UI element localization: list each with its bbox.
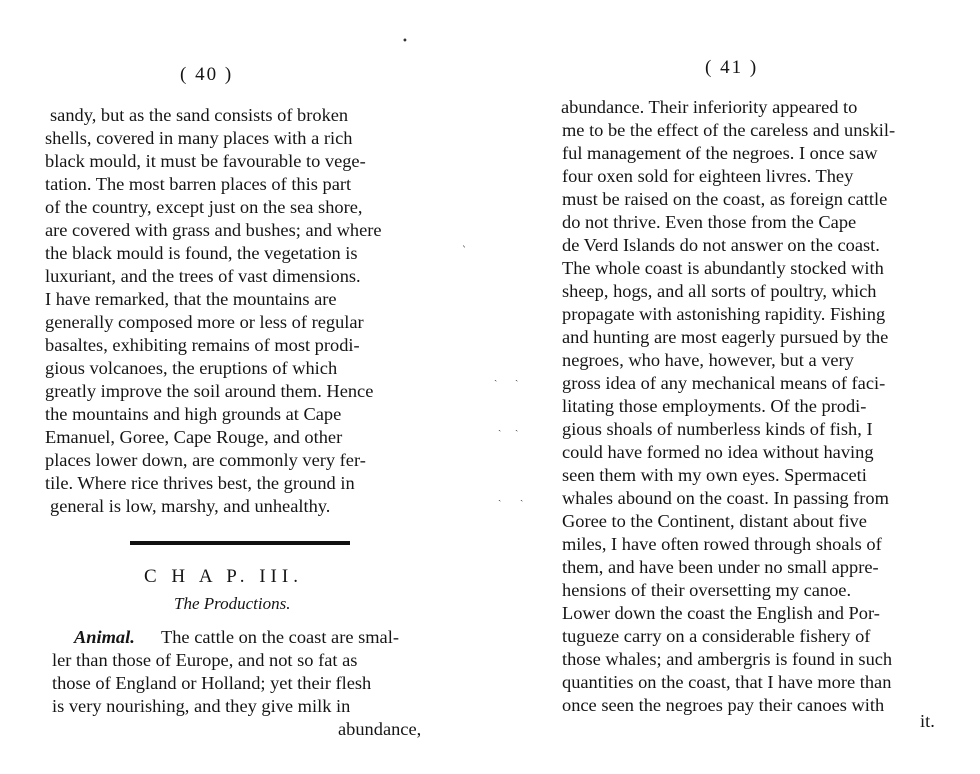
left-line-15: Emanuel, Goree, Cape Rouge, and other [45,427,343,447]
left-line-11: basaltes, exhibiting remains of most prodi- [45,335,360,355]
scan-speck: ˎ [498,491,502,502]
right-line-27: once seen the negroes pay their canoes with [562,695,885,715]
scan-speck: ˏ [515,371,519,382]
left-page [0,0,470,774]
left-line-13: greatly improve the soil around them. Hence [45,381,374,401]
right-line-20: miles, I have often rowed through shoals of [562,534,882,554]
right-line-13: gross idea of any mechanical means of faci- [562,373,886,393]
left-line-17: tile. Where rice thrives best, the ground in [45,473,355,493]
right-line-22: hensions of their oversetting my canoe. [562,580,852,600]
right-line-10: propagate with astonishing rapidity. Fishing [562,304,886,324]
right-line-25: those whales; and ambergris is found in such [562,649,893,669]
scan-speck: ˎ [494,371,498,382]
left-line-7: the black mould is found, the vegetation is [45,243,358,263]
left-line-10: generally composed more or less of regular [45,312,364,332]
right-line-24: tugueze carry on a considerable fishery of [562,626,871,646]
chapter-heading: C H A P. III. [144,566,303,587]
left-line-14: the mountains and high grounds at Cape [45,404,342,424]
chapter-title: The Productions. [174,594,291,613]
right-page [490,0,980,774]
left-page-number: ( 40 ) [180,64,234,85]
right-line-7: de Verd Islands do not answer on the coast. [562,235,880,255]
left-line-8: luxuriant, and the trees of vast dimensions. [45,266,361,286]
chapter-rule [130,541,350,545]
left-line-2: shells, covered in many places with a rich [45,128,353,148]
right-line-5: must be raised on the coast, as foreign cattle [562,189,888,209]
right-line-9: sheep, hogs, and all sorts of poultry, which [562,281,877,301]
left-line-16: places lower down, are commonly very fer- [45,450,366,470]
left-line-21: those of England or Holland; yet their flesh [52,673,372,693]
side-heading [74,626,135,648]
right-line-6: do not thrive. Even those from the Cape [562,212,857,232]
left-line-3: black mould, it must be favourable to vege- [45,151,366,171]
left-line-5: of the country, except just on the sea shore, [45,197,363,217]
right-line-28: it. [920,711,935,731]
left-line-6: are covered with grass and bushes; and where [45,220,382,240]
left-line-12: gious volcanoes, the eruptions of which [45,358,338,378]
right-page-number: ( 41 ) [705,57,759,78]
right-line-1: abundance. Their inferiority appeared to [561,97,858,117]
right-line-2: me to be the effect of the careless and unskil- [562,120,896,140]
right-line-26: quantities on the coast, that I have more than [562,672,892,692]
right-line-18: whales abound on the coast. In passing from [562,488,889,508]
side-heading-text: Animal. [74,627,135,647]
left-line-1: sandy, but as the sand consists of broken [50,105,349,125]
scan-speck: ˎ [498,421,502,432]
right-line-11: and hunting are most eagerly pursued by the [562,327,889,347]
scan-speck: ˏ [515,421,519,432]
right-line-19: Goree to the Continent, distant about five [562,511,867,531]
left-line-9: I have remarked, that the mountains are [45,289,337,309]
right-line-23: Lower down the coast the English and Por- [562,603,880,623]
right-line-12: negroes, who have, however, but a very [562,350,854,370]
left-line-22: is very nourishing, and they give milk in [52,696,351,716]
scan-speck: ˏ [520,491,524,502]
scan-speck: • [402,36,408,47]
right-line-17: seen them with my own eyes. Spermaceti [562,465,867,485]
left-line-20: ler than those of Europe, and not so fat as [52,650,358,670]
right-line-15: gious shoals of numberless kinds of fish, I [562,419,873,439]
right-line-4: four oxen sold for eighteen livres. They [562,166,854,186]
right-line-14: litating those employments. Of the prodi- [562,396,867,416]
right-line-8: The whole coast is abundantly stocked with [562,258,884,278]
right-line-3: ful management of the negroes. I once saw [562,143,878,163]
left-line-18: general is low, marshy, and unhealthy. [50,496,331,516]
left-catchword: abundance, [338,719,422,739]
left-line-19: The cattle on the coast are smal- [161,627,399,647]
left-line-4: tation. The most barren places of this part [45,174,352,194]
scan-speck: ˋ [462,246,467,257]
right-line-21: them, and have been under no small appre- [562,557,879,577]
right-line-16: could have formed no idea without having [562,442,874,462]
